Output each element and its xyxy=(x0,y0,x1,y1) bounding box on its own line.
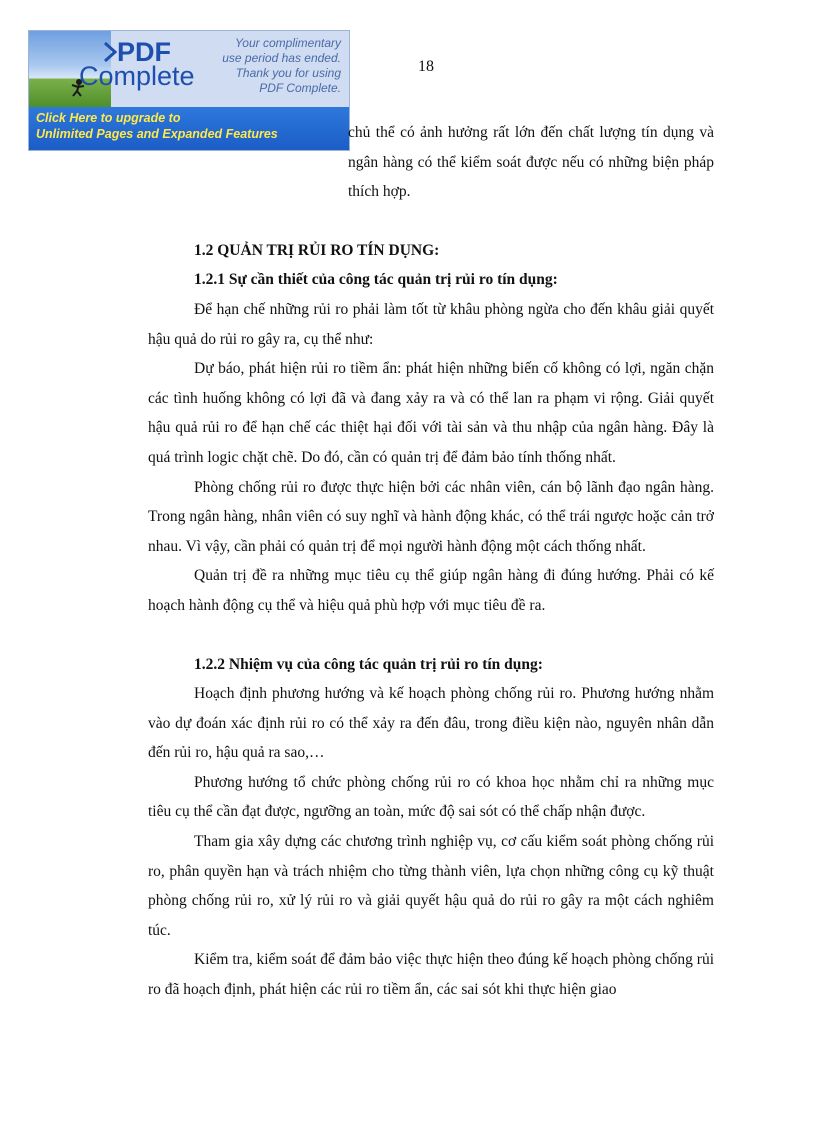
banner-message-line: PDF Complete. xyxy=(259,81,341,95)
banner-message-line: Thank you for using xyxy=(235,66,341,80)
paragraph: Kiểm tra, kiểm soát để đảm bảo việc thực hiện theo đúng kế hoạch phòng chống rủi ro đã hoạch định, phát hiện các rủi ro tiềm ẩn, các sai sót khi thực hiện giao xyxy=(148,951,714,999)
paragraph: Để hạn chế những rủi ro phải làm tốt từ khâu phòng ngừa cho đến khâu giải quyết hậu quả do rủi ro gây ra, cụ thể như: xyxy=(148,300,714,348)
section-heading-1-2: 1.2 QUẢN TRỊ RỦI RO TÍN DỤNG: xyxy=(194,241,440,259)
banner-logo-complete: Complete xyxy=(79,61,195,91)
banner-logo-pdf: PDF xyxy=(117,37,171,67)
intro-paragraph: chủ thể có ảnh hưởng rất lớn đến chất lượng tín dụng và ngân hàng có thể kiểm soát được nếu có những biện pháp thích hợp. xyxy=(348,124,714,201)
banner-message xyxy=(201,36,341,96)
page-number: 18 xyxy=(418,58,434,75)
arrow-icon xyxy=(103,41,117,63)
paragraph: Hoạch định phương hướng và kế hoạch phòng chống rủi ro. Phương hướng nhằm vào dự đoán xác định rủi ro có thể xảy ra đến đâu, trong điều kiện nào, nguyên nhân dẫn đến rủi ro, hậu quả ra sao,… xyxy=(148,685,714,762)
paragraph: Phòng chống rủi ro được thực hiện bởi các nhân viên, cán bộ lãnh đạo ngân hàng. Trong ngân hàng, nhân viên có suy nghĩ và hành động khác, có thể trái ngược hoặc cản trở nhau. Vì vậy, cần phải có quản trị để mọi người hành động một cách thống nhất. xyxy=(148,478,714,555)
page-content xyxy=(148,118,714,1005)
banner-message-line: Your complimentary xyxy=(234,36,341,50)
paragraph: Tham gia xây dựng các chương trình nghiệp vụ, cơ cấu kiểm soát phòng chống rủi ro, phân quyền hạn và trách nhiệm cho từng thành viên, lựa chọn những công cụ kỹ thuật phòng chống rủi ro, xử lý rủi ro và giải quyết hậu quả do rủi ro gây ra một cách nghiêm túc. xyxy=(148,833,714,939)
paragraph: Quản trị đề ra những mục tiêu cụ thể giúp ngân hàng đi đúng hướng. Phải có kế hoạch hành động cụ thể và hiệu quả phù hợp với mục tiêu đề ra. xyxy=(148,567,714,614)
section-heading-1-2-1: 1.2.1 Sự cần thiết của công tác quản trị rủi ro tín dụng: xyxy=(194,271,558,289)
banner-top xyxy=(29,31,350,107)
paragraph: Dự báo, phát hiện rủi ro tiềm ẩn: phát hiện những biến cố không có lợi, ngăn chặn các tình huống không có lợi đã và đang xảy ra và có thể lan ra phạm vi rộng. Giải quyết hậu quả rủi ro để hạn chế các thiệt hại đối với tài sản và thu nhập của ngân hàng. Đây là quá trình logic chặt chẽ. Do đó, cần có quản trị để đảm bảo tính thống nhất. xyxy=(148,360,714,466)
upgrade-link-line[interactable]: Unlimited Pages and Expanded Features xyxy=(36,127,278,141)
banner-message-line: use period has ended. xyxy=(222,51,341,65)
paragraph: Phương hướng tổ chức phòng chống rủi ro có khoa học nhằm chỉ ra những mục tiêu cụ thể cần đạt được, ngưỡng an toàn, mức độ sai sót có thể chấp nhận được. xyxy=(148,773,714,821)
section-heading-1-2-2: 1.2.2 Nhiệm vụ của công tác quản trị rủi ro tín dụng: xyxy=(194,655,543,673)
upgrade-link-line[interactable]: Click Here to upgrade to xyxy=(36,111,181,125)
